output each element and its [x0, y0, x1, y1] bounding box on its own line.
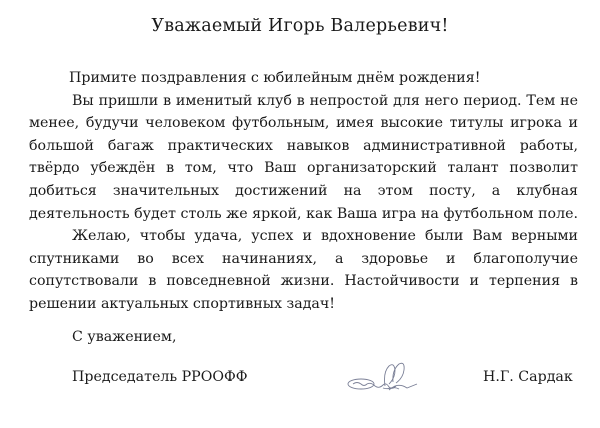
body-line: сопутствовали в повседневной жизни. Настойчивости и терпения в	[29, 273, 578, 290]
letter-body	[29, 67, 578, 316]
body-line: добиться значительных достижений на этом посту, а клубная	[29, 182, 578, 199]
signatory-name: Н.Г. Сардак	[483, 369, 573, 385]
signatory-title: Председатель РРООФФ	[72, 369, 248, 385]
closing-phrase: С уважением,	[72, 329, 177, 345]
body-line: Примите поздравления с юбилейным днём рождения!	[69, 70, 481, 86]
body-line: большой багаж практических навыков административной работы,	[29, 137, 578, 154]
body-line: твёрдо убеждён в том, что Ваш организаторский талант позволит	[29, 160, 578, 177]
signature-icon	[345, 360, 425, 394]
body-line: деятельность будет столь же яркой, как Ваша игра на футбольном поле.	[29, 205, 578, 222]
body-line: Вы пришли в именитый клуб в непростой для него период. Тем не	[72, 92, 578, 109]
salutation-heading: Уважаемый Игорь Валерьевич!	[151, 16, 449, 36]
body-line: менее, будучи человеком футбольным, имея высокие титулы игрока и	[29, 115, 578, 132]
body-line: Желаю, чтобы удача, успех и вдохновение были Вам верными	[72, 228, 578, 245]
body-line: спутниками во всех начинаниях, а здоровье и благополучие	[29, 250, 578, 267]
body-line: решении актуальных спортивных задач!	[29, 295, 335, 312]
